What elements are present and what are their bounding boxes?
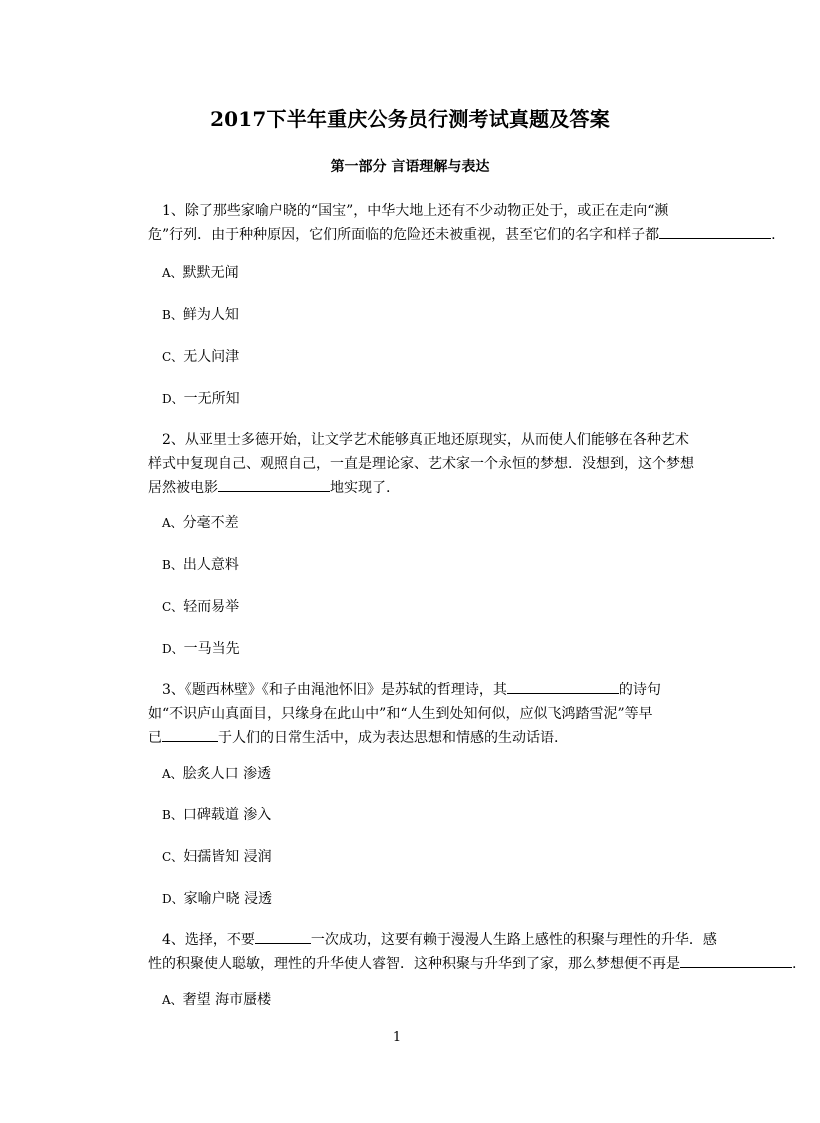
answer-blank bbox=[680, 953, 792, 968]
option-text: 无人问津 bbox=[183, 349, 240, 365]
question-4 bbox=[148, 928, 797, 976]
document-title: 2017下半年重庆公务员行测考试真题及答案 bbox=[210, 107, 610, 131]
section-heading: 第一部分 言语理解与表达 bbox=[330, 159, 490, 175]
answer-blank bbox=[507, 679, 619, 694]
question-text: 1、除了那些家喻户晓的“国宝”，中华大地上还有不少动物正处于，或正在走向“濒 bbox=[162, 203, 669, 219]
answer-blank bbox=[659, 224, 771, 239]
option-text: 妇孺皆知 浸润 bbox=[183, 849, 272, 865]
option-letter: B、 bbox=[162, 808, 183, 822]
question-text: 如“不识庐山真面目，只缘身在此山中”和“人生到处知何似，应似飞鸿踏雪泥”等早 bbox=[148, 706, 653, 722]
question-4-line-1 bbox=[148, 928, 780, 952]
option-letter: A、 bbox=[162, 767, 183, 781]
question-text: 危”行列．由于种种原因，它们所面临的危险还未被重视，甚至它们的名字和样子都 bbox=[148, 227, 660, 243]
question-text: 的诗句 bbox=[618, 682, 661, 698]
option-text: 鲜为人知 bbox=[182, 307, 239, 323]
option-2c bbox=[162, 597, 239, 617]
option-text: 奢望 海市蜃楼 bbox=[182, 992, 272, 1008]
option-letter: D、 bbox=[162, 892, 184, 906]
question-2 bbox=[148, 428, 780, 500]
option-2a bbox=[162, 513, 239, 533]
question-2-line-1 bbox=[148, 428, 780, 452]
question-text: . bbox=[792, 956, 797, 972]
option-letter: C、 bbox=[162, 850, 184, 864]
question-1-line-1 bbox=[148, 199, 780, 223]
option-3d bbox=[162, 889, 272, 909]
question-3-line-3 bbox=[148, 726, 780, 750]
question-2-line-3 bbox=[148, 476, 780, 500]
option-text: 一无所知 bbox=[183, 391, 240, 407]
option-text: 一马当先 bbox=[183, 641, 240, 657]
option-letter: C、 bbox=[162, 350, 184, 364]
option-1c bbox=[162, 347, 239, 367]
option-letter: B、 bbox=[162, 558, 183, 572]
option-3b bbox=[162, 805, 271, 825]
question-4-line-2 bbox=[148, 952, 797, 976]
question-text: 4、选择，不要 bbox=[162, 932, 255, 948]
option-4a bbox=[162, 990, 271, 1010]
answer-blank bbox=[255, 929, 311, 944]
question-text: 已 bbox=[148, 730, 162, 746]
option-3c bbox=[162, 847, 272, 867]
option-letter: D、 bbox=[162, 642, 184, 656]
question-text: 样式中复现自己、观照自己，一直是理论家、艺术家一个永恒的梦想．没想到，这个梦想 bbox=[148, 456, 694, 472]
question-text: . bbox=[771, 227, 776, 243]
question-1 bbox=[148, 199, 780, 247]
option-text: 轻而易举 bbox=[183, 599, 240, 615]
question-text: 2、从亚里士多德开始，让文学艺术能够真正地还原现实，从而使人们能够在各种艺术 bbox=[162, 432, 689, 448]
question-text: 一次成功，这要有赖于漫漫人生路上感性的积聚与理性的升华．感 bbox=[310, 932, 717, 948]
question-3 bbox=[148, 678, 780, 750]
question-text: 于人们的日常生活中，成为表达思想和情感的生动话语. bbox=[218, 730, 559, 746]
option-3a bbox=[162, 764, 271, 784]
question-text: 居然被电影 bbox=[148, 480, 218, 496]
answer-blank bbox=[162, 727, 218, 742]
option-text: 默默无闻 bbox=[182, 265, 239, 281]
page-number: 1 bbox=[392, 1030, 402, 1045]
option-2d bbox=[162, 639, 240, 659]
option-letter: B、 bbox=[162, 308, 183, 322]
question-3-line-1 bbox=[148, 678, 780, 702]
answer-blank bbox=[218, 477, 330, 492]
question-text: 性的积聚使人聪敏，理性的升华使人睿智．这种积聚与升华到了家，那么梦想便不再是 bbox=[148, 956, 680, 972]
question-2-line-2 bbox=[148, 452, 780, 476]
option-1b bbox=[162, 305, 239, 325]
option-letter: A、 bbox=[162, 516, 183, 530]
option-text: 脍炙人口 渗透 bbox=[182, 766, 272, 782]
option-text: 出人意料 bbox=[182, 557, 239, 573]
question-text: 3、《题西林壁》《和子由渑池怀旧》是苏轼的哲理诗，其 bbox=[162, 682, 507, 698]
option-text: 口碑载道 渗入 bbox=[182, 807, 272, 823]
question-text: 地实现了. bbox=[330, 480, 391, 496]
option-1d bbox=[162, 389, 240, 409]
option-text: 分毫不差 bbox=[182, 515, 239, 531]
question-1-line-2 bbox=[148, 223, 780, 247]
option-letter: C、 bbox=[162, 600, 184, 614]
option-letter: A、 bbox=[162, 993, 183, 1007]
question-3-line-2 bbox=[148, 702, 780, 726]
option-letter: D、 bbox=[162, 392, 184, 406]
option-text: 家喻户晓 浸透 bbox=[183, 891, 273, 907]
option-1a bbox=[162, 263, 239, 283]
option-letter: A、 bbox=[162, 266, 183, 280]
option-2b bbox=[162, 555, 239, 575]
